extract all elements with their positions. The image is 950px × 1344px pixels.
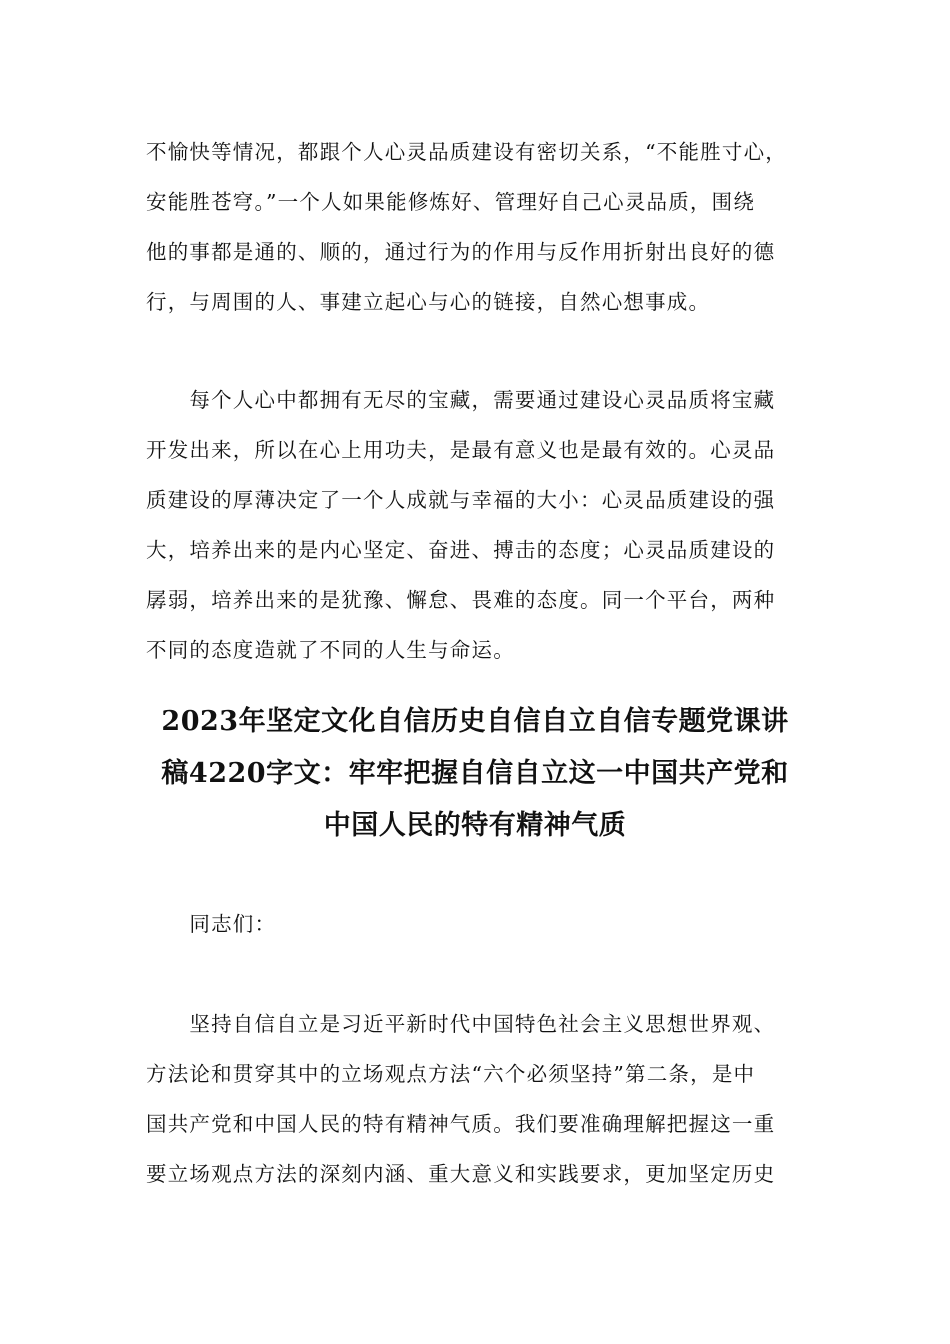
- salutation: 同志们：: [146, 912, 277, 936]
- title-line: 稿4220字文：牢牢把握自信自立这一中国共产党和: [161, 758, 789, 789]
- paragraph-line: 要立场观点方法的深刻内涵、重大意义和实践要求，更加坚定历史: [146, 1162, 776, 1186]
- paragraph-line: 每个人心中都拥有无尽的宝藏，需要通过建设心灵品质将宝藏: [146, 388, 776, 412]
- paragraph-line: 大，培养出来的是内心坚定、奋进、搏击的态度；心灵品质建设的: [146, 538, 776, 562]
- title-line: 2023年坚定文化自信历史自信自立自信专题党课讲: [161, 706, 789, 737]
- paragraph-line: 质建设的厚薄决定了一个人成就与幸福的大小：心灵品质建设的强: [146, 488, 776, 512]
- paragraph-line: 开发出来，所以在心上用功夫，是最有意义也是最有效的。心灵品: [146, 438, 776, 462]
- paragraph-line: 坚持自信自立是习近平新时代中国特色社会主义思想世界观、: [146, 1012, 776, 1036]
- paragraph-line: 行，与周围的人、事建立起心与心的链接，自然心想事成。: [146, 290, 711, 314]
- paragraph-line: 方法论和贯穿其中的立场观点方法“六个必须坚持”第二条，是中: [146, 1062, 756, 1086]
- paragraph-line: 他的事都是通的、顺的，通过行为的作用与反作用折射出良好的德: [146, 240, 776, 264]
- paragraph-line: 孱弱，培养出来的是犹豫、懈怠、畏难的态度。同一个平台，两种: [146, 588, 776, 612]
- paragraph-line: 不同的态度造就了不同的人生与命运。: [146, 638, 515, 662]
- paragraph-line: 安能胜苍穹。”一个人如果能修炼好、管理好自己心灵品质，围绕: [146, 190, 756, 214]
- paragraph-line: 不愉快等情况，都跟个人心灵品质建设有密切关系，“不能胜寸心，: [146, 140, 787, 164]
- paragraph-line: 国共产党和中国人民的特有精神气质。我们要准确理解把握这一重: [146, 1112, 776, 1136]
- title-line: 中国人民的特有精神气质: [323, 810, 627, 841]
